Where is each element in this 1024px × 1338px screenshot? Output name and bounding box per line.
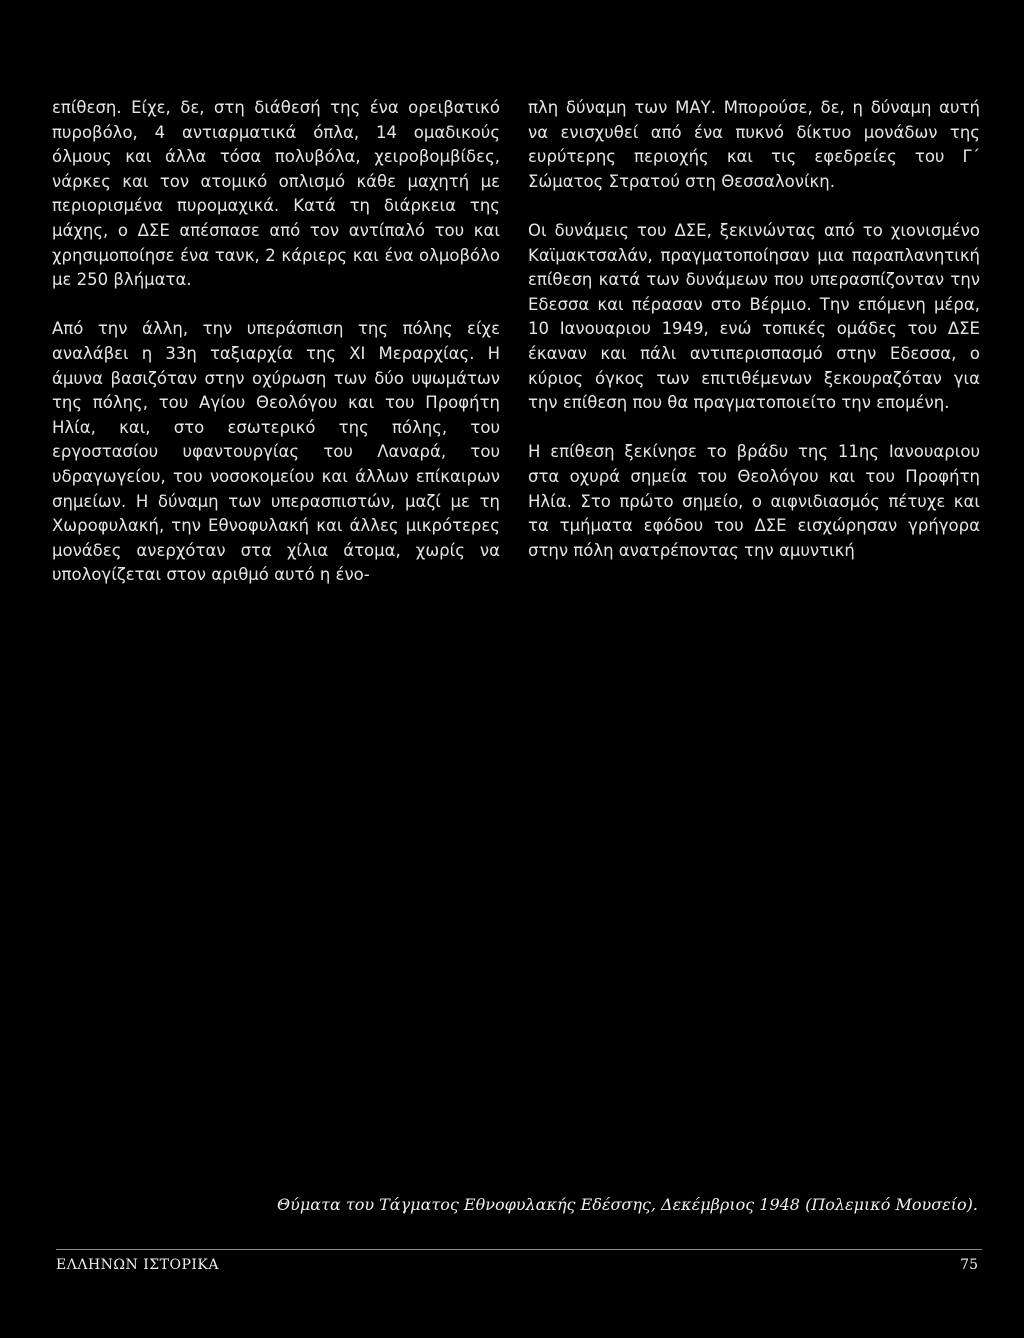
paragraph: πλη δύναμη των ΜΑΥ. Μπορούσε, δε, η δύναμη αυτή να ενισχυθεί από ένα πυκνό δίκτυο μονάδων της ευρύτερης περιοχής και τις εφεδρείες του Γ΄ Σώματος Στρατού στη Θεσσαλονίκη.	[528, 98, 980, 191]
right-text-column	[528, 96, 980, 588]
paragraph: Από την άλλη, την υπεράσπιση της πόλης είχε αναλάβει η 33η ταξιαρχία της XI Μεραρχίας. Η άμυνα βασιζόταν στην οχύρωση των δύο υψωμάτων της πόλης, του Αγίου Θεολόγου και του Προφήτη Ηλία, και, στο εσωτερικό της πόλης, του εργοστασίου υφαντουργίας του Λαναρά, του υδραγωγείου, του νοσοκομείου και άλλων επίκαιρων σημείων. Η δύναμη των υπερασπιστών, μαζί με τη Χωροφυλακή, την Εθνοφυλακή και άλλες μικρότερες μονάδες ανερχόταν στα χίλια άτομα, χωρίς να υπολογίζεται στον αριθμό αυτό η ένο-	[52, 319, 500, 585]
left-text-column	[52, 96, 500, 612]
page-number: 75	[960, 1257, 978, 1273]
paragraph: Οι δυνάμεις του ΔΣΕ, ξεκινώντας από το χιονισμένο Καϊμακτσαλάν, πραγματοποίησαν μια παραπλανητική επίθεση κατά των δυνάμεων που υπερασπίζονταν την Εδεσσα και πέρασαν στο Βέρμιο. Την επόμενη μέρα, 10 Ιανουαριου 1949, ενώ τοπικές ομάδες του ΔΣΕ έκαναν και πάλι αντιπερισπασμό στην Εδεσσα, ο κύριος όγκος των επιτιθέμενων ξεκουραζόταν για την επίθεση που θα πραγματοποιείτο την επομένη.	[528, 220, 980, 413]
paragraph: Η επίθεση ξεκίνησε το βράδυ της 11ης Ιανουαριου στα οχυρά σημεία του Θεολόγου και του Προφήτη Ηλία. Στο πρώτο σημείο, ο αιφνιδιασμός πέτυχε και τα τμήματα εφόδου του ΔΣΕ εισχώρησαν γρήγορα στην πόλη ανατρέποντας την αμυντική	[528, 442, 980, 560]
publication-title: ΕΛΛΗΝΩΝ ΙΣΤΟΡΙΚΑ	[56, 1257, 219, 1273]
footer-divider	[56, 1249, 982, 1250]
photo-caption: Θύματα του Τάγματος Εθνοφυλακής Εδέσσης, Δεκέμβριος 1948 (Πολεμικό Μουσείο).	[277, 1195, 978, 1214]
paragraph: επίθεση. Είχε, δε, στη διάθεσή της ένα ορειβατικό πυροβόλο, 4 αντιαρματικά όπλα, 14 ομαδικούς όλμους και άλλα τόσα πολυβόλα, χειροβομβίδες, νάρκες και τον ατομικό οπλισμό κάθε μαχητή με περιορισμένα πυρομαχικά. Κατά τη διάρκεια της μάχης, ο ΔΣΕ απέσπασε από τον αντίπαλό του και χρησιμοποίησε ένα τανκ, 2 κάριερς και ένα ολμοβόλο με 250 βλήματα.	[52, 98, 500, 290]
